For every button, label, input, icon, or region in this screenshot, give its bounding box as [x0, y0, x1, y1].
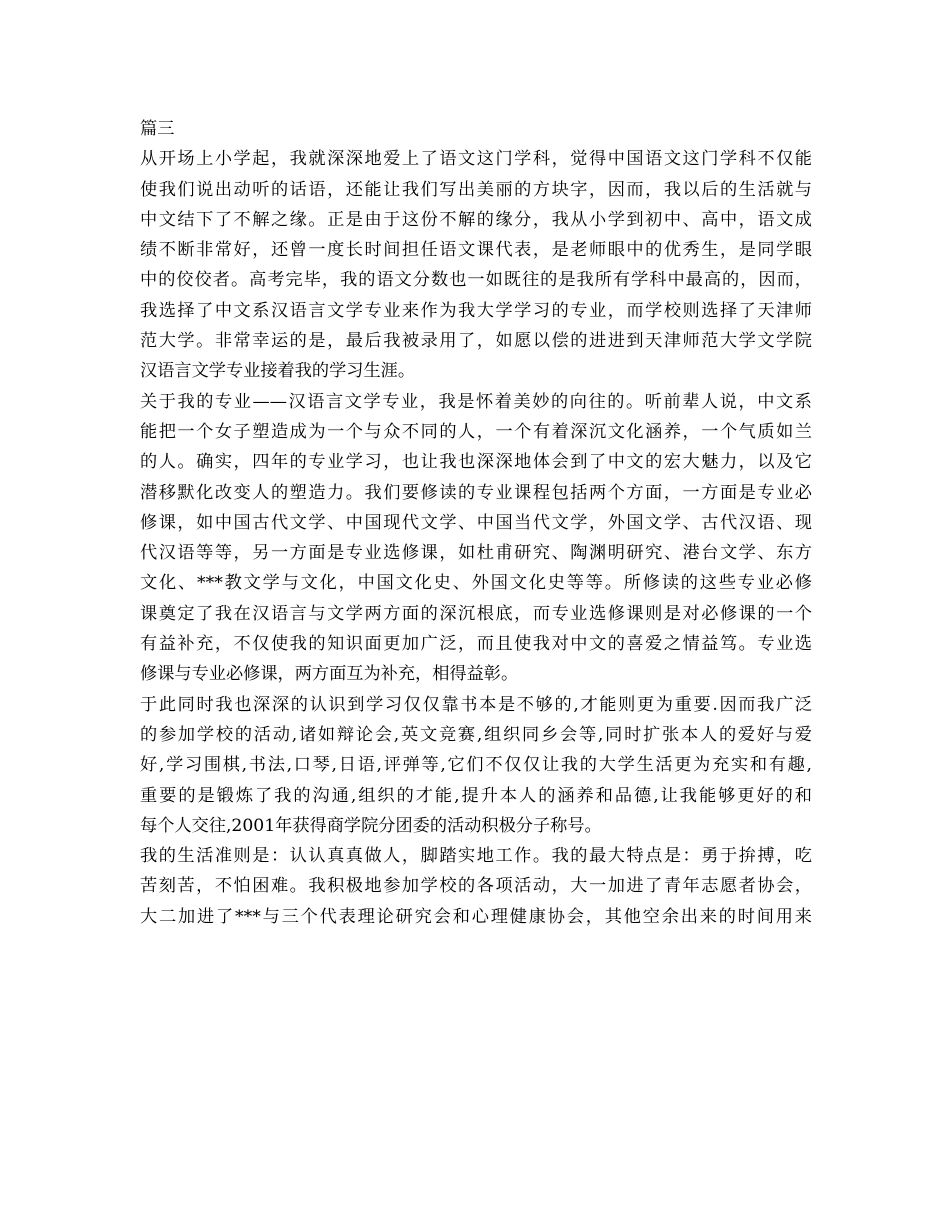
document-body: [140, 114, 812, 932]
text-line: 关于我的专业——汉语言文学专业，我是怀着美妙的向往的。听前辈人说，中文系: [140, 391, 812, 412]
text-line: 我的生活准则是：认认真真做人，脚踏实地工作。我的最大特点是：勇于拚搏，吃: [140, 846, 812, 867]
text-line: 苦刻苦，不怕困难。我积极地参加学校的各项活动，大一加进了青年志愿者协会，: [140, 876, 812, 897]
text-line: 的人。确实，四年的专业学习，也让我也深深地体会到了中文的宏大魅力，以及它: [140, 452, 812, 473]
text-line: 修课，如中国古代文学、中国现代文学、中国当代文学，外国文学、古代汉语、现: [140, 512, 812, 533]
text-line: 修课与专业必修课，两方面互为补充，相得益彰。: [140, 664, 519, 685]
paragraph-1: [140, 144, 812, 386]
text-line: 每个人交往,2001年获得商学院分团委的活动积极分子称号。: [140, 815, 602, 836]
text-line: 文化、***教文学与文化，中国文化史、外国文化史等等。所修读的这些专业必修: [140, 573, 812, 594]
text-line: 范大学。非常幸运的是，最后我被录用了，如愿以偿的进进到天津师范大学文学院: [140, 331, 812, 352]
text-line: 使我们说出动听的话语，还能让我们写出美丽的方块字，因而，我以后的生活就与: [140, 179, 812, 200]
text-line: 绩不断非常好，还曾一度长时间担任语文课代表，是老师眼中的优秀生，是同学眼: [140, 240, 812, 261]
section-heading: 篇三: [140, 119, 175, 139]
text-line: 的参加学校的活动,诸如辩论会,英文竞赛,组织同乡会等,同时扩张本人的爱好与爱: [140, 724, 812, 745]
text-line: 中文结下了不解之缘。正是由于这份不解的缘分，我从小学到初中、高中，语文成: [140, 209, 812, 230]
paragraph-2: [140, 387, 812, 690]
text-line: 大二加进了***与三个代表理论研究会和心理健康协会，其他空余出来的时间用来: [140, 906, 812, 927]
text-line: 有益补充，不仅使我的知识面更加广泛，而且使我对中文的喜爱之情益笃。专业选: [140, 634, 812, 655]
text-line: 潜移默化改变人的塑造力。我们要修读的专业课程包括两个方面，一方面是专业必: [140, 482, 812, 503]
paragraph-3: [140, 690, 812, 841]
text-line: 课奠定了我在汉语言与文学两方面的深沉根底，而专业选修课则是对必修课的一个: [140, 603, 812, 624]
text-line: 于此同时我也深深的认识到学习仅仅靠书本是不够的,才能则更为重要.因而我广泛: [140, 694, 812, 715]
text-line: 从开场上小学起，我就深深地爱上了语文这门学科，觉得中国语文这门学科不仅能: [140, 149, 812, 170]
text-line: 能把一个女子塑造成为一个与众不同的人，一个有着深沉文化涵养，一个气质如兰: [140, 421, 812, 442]
paragraph-4: [140, 841, 812, 932]
text-line: 重要的是锻炼了我的沟通,组织的才能,提升本人的涵养和品德,让我能够更好的和: [140, 785, 812, 806]
text-line: 中的佼佼者。高考完毕，我的语文分数也一如既往的是我所有学科中最高的，因而，: [140, 270, 812, 291]
text-line: 我选择了中文系汉语言文学专业来作为我大学学习的专业，而学校则选择了天津师: [140, 300, 812, 321]
text-line: 代汉语等等，另一方面是专业选修课，如杜甫研究、陶渊明研究、港台文学、东方: [140, 543, 812, 564]
text-line: 好,学习围棋,书法,口琴,日语,评弹等,它们不仅仅让我的大学生活更为充实和有趣,: [140, 755, 812, 776]
text-line: 汉语言文学专业接着我的学习生涯。: [140, 361, 416, 382]
